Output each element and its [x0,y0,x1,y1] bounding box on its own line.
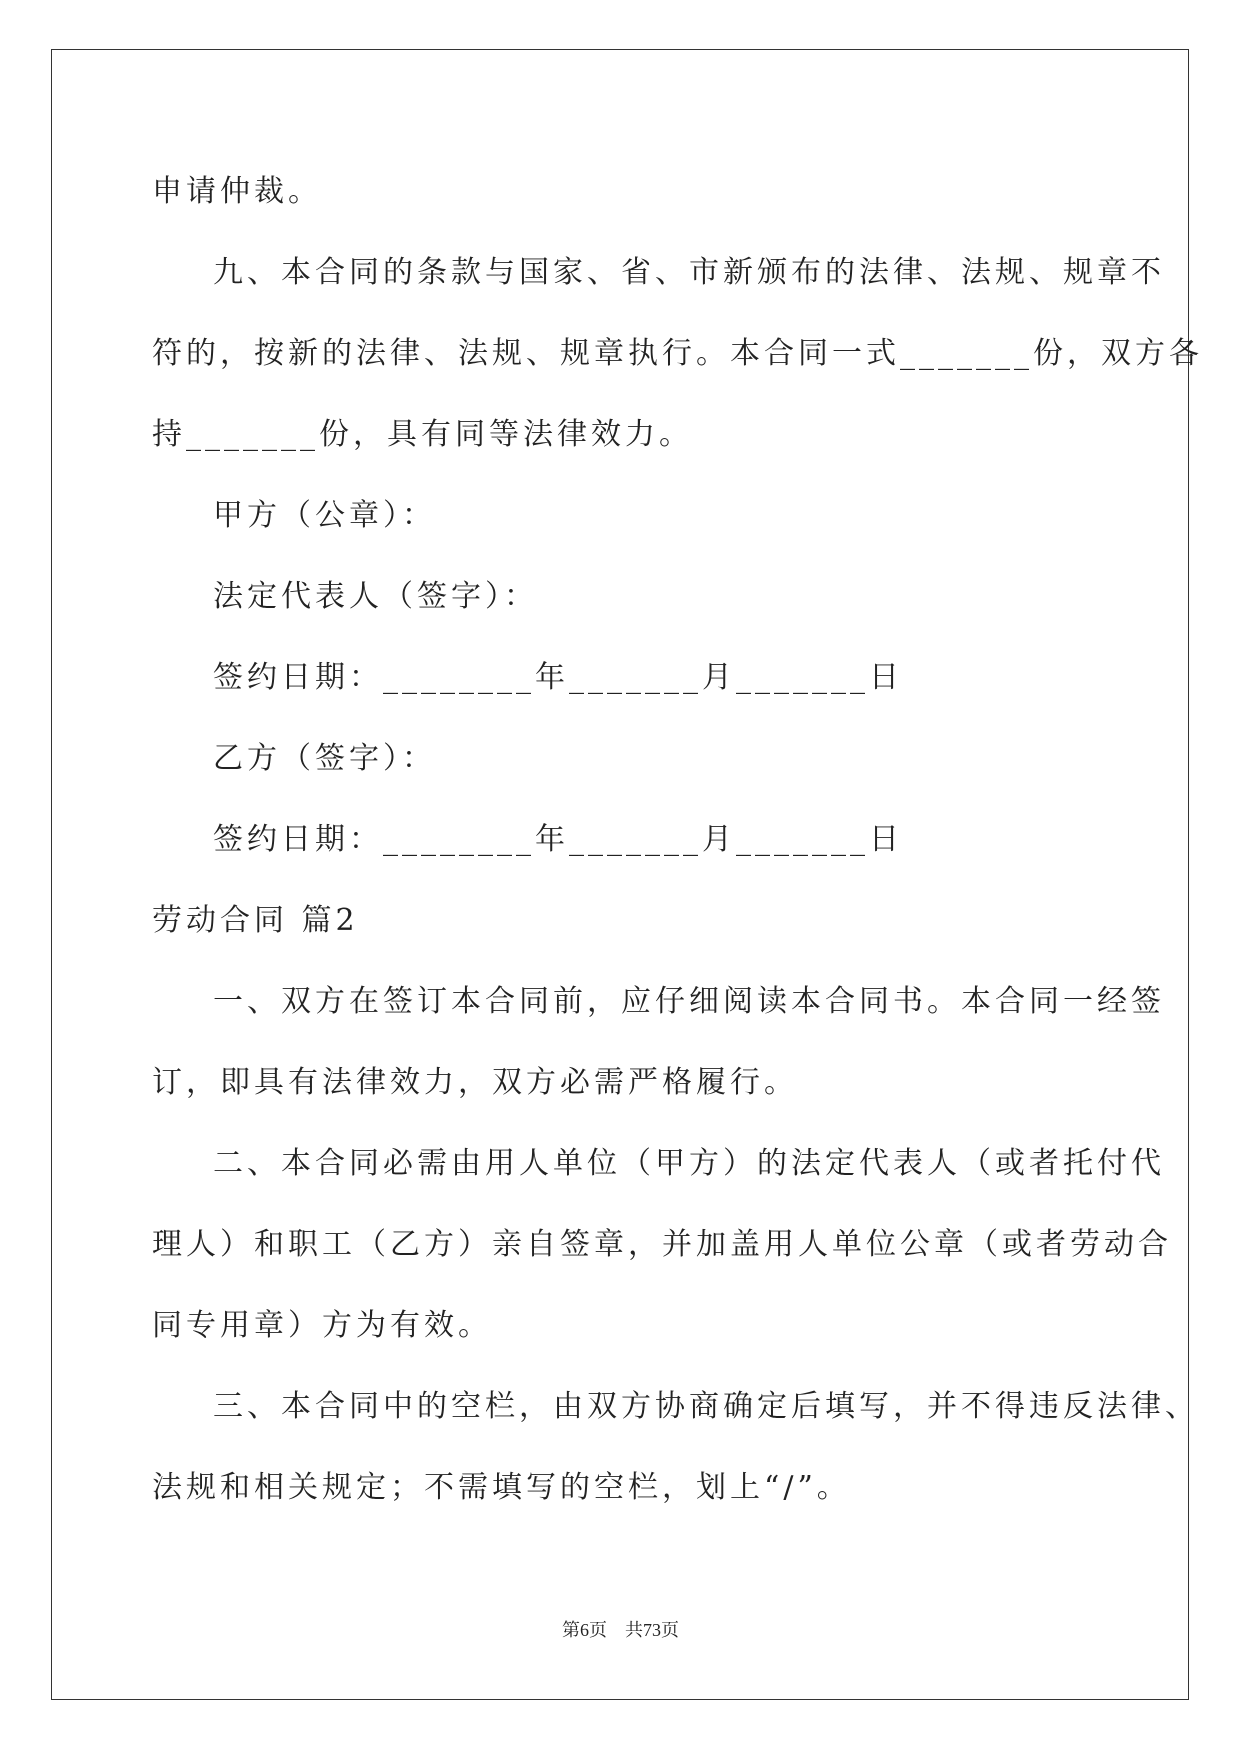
section-heading: 劳动合同 篇2 [152,903,359,938]
text-line: 订，即具有法律效力，双方必需严格履行。 [152,1065,798,1100]
page-border [51,49,1189,1700]
signing-date-a: 签约日期：________年_______月_______日 [213,660,903,695]
text-line: 三、本合同中的空栏，由双方协商确定后填写，并不得违反法律、 [213,1389,1199,1424]
text-line: 持_______份，具有同等法律效力。 [152,417,693,452]
signature-party-a: 甲方（公章）： [213,498,436,533]
signature-legal-rep: 法定代表人（签字）： [213,579,538,614]
text-line: 符的，按新的法律、法规、规章执行。本合同一式_______份，双方各 [152,336,1203,371]
text-line: 同专用章）方为有效。 [152,1308,492,1343]
signature-party-b: 乙方（签字）： [213,741,436,776]
text-line: 二、本合同必需由用人单位（甲方）的法定代表人（或者托付代 [213,1146,1165,1181]
text-line: 一、双方在签订本合同前，应仔细阅读本合同书。本合同一经签 [213,984,1165,1019]
text-line: 理人）和职工（乙方）亲自签章，并加盖用人单位公章（或者劳动合 [152,1227,1172,1262]
text-line: 法规和相关规定；不需填写的空栏，划上“/”。 [152,1470,851,1505]
text-line: 申请仲裁。 [152,174,322,209]
text-line: 九、本合同的条款与国家、省、市新颁布的法律、法规、规章不 [213,255,1165,290]
page-number-footer: 第6页 共73页 [562,1620,679,1640]
signing-date-b: 签约日期：________年_______月_______日 [213,822,903,857]
